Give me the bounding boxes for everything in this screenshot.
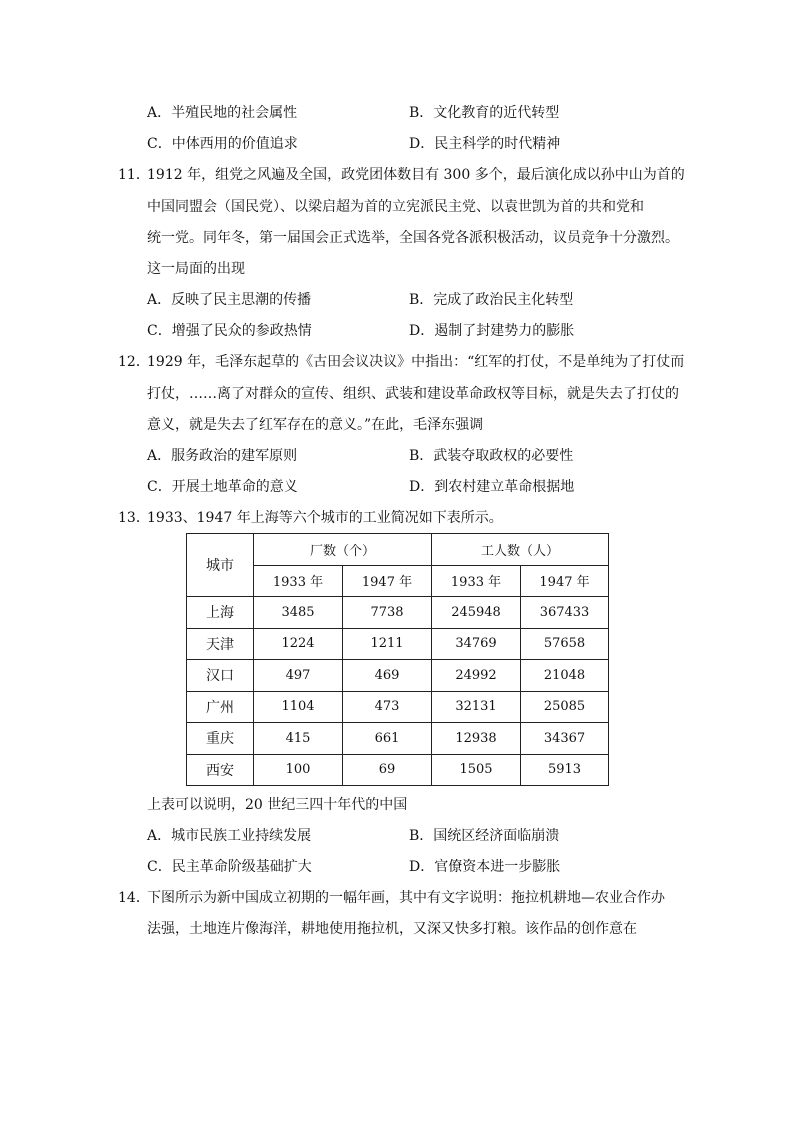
table-cell-city: 汉口 [187,660,254,692]
q11-line-3: 统一党。同年冬，第一届国会正式选举，全国各党各派积极活动，议员竞争十分激烈。 [147,230,679,246]
table-cell-city: 重庆 [187,723,254,755]
table-cell: 34769 [432,628,521,660]
table-cell: 367433 [521,597,609,629]
q10-option-a: A．半殖民地的社会属性 [147,105,298,121]
table-cell: 7738 [343,597,432,629]
table-cell: 1104 [254,691,343,723]
table-cell: 415 [254,723,343,755]
table-cell: 21048 [521,660,609,692]
table-cell-city: 上海 [187,597,254,629]
q12-option-c: C．开展土地革命的意义 [147,479,298,495]
table-header-year: 1933 年 [432,565,521,597]
q12-option-b: B．武装夺取政权的必要性 [409,448,574,464]
q12-number: 12． [118,354,150,370]
table-cell: 661 [343,723,432,755]
table-cell: 473 [343,691,432,723]
table-header-year: 1947 年 [521,565,609,597]
table-header-workers: 工人数（人） [432,534,609,566]
table-cell: 1224 [254,628,343,660]
q11-number: 11． [118,167,150,183]
q10-option-b: B．文化教育的近代转型 [409,105,560,121]
table-row [187,628,609,660]
q13-number: 13． [118,510,150,526]
q10-option-c: C．中体西用的价值追求 [147,136,298,152]
table-cell: 32131 [432,691,521,723]
q10-option-d: D．民主科学的时代精神 [409,136,561,152]
table-cell: 5913 [521,754,609,786]
table-row [187,691,609,723]
q13-option-c: C．民主革命阶级基础扩大 [147,859,312,875]
table-cell: 57658 [521,628,609,660]
table-cell: 497 [254,660,343,692]
q12-line-1: 1929 年，毛泽东起草的《古田会议决议》中指出：“红军的打仗，不是单纯为了打仗而 [147,354,685,370]
table-cell: 469 [343,660,432,692]
table-row [187,754,609,786]
table-cell: 1211 [343,628,432,660]
table-row [187,723,609,755]
q11-line-4: 这一局面的出现 [147,261,245,277]
table-cell: 12938 [432,723,521,755]
q12-line-2: 打仗，……离了对群众的宣传、组织、武装和建设革命政权等目标，就是失去了打仗的 [147,386,679,402]
table-cell: 34367 [521,723,609,755]
table-cell-city: 西安 [187,754,254,786]
q14-line-1: 下图所示为新中国成立初期的一幅年画，其中有文字说明：拖拉机耕地—农业合作办 [147,890,665,906]
table-cell: 100 [254,754,343,786]
table-header-factories: 厂数（个） [254,534,432,566]
q13-option-a: A．城市民族工业持续发展 [147,828,312,844]
table-header-row [187,534,609,566]
table-header-year: 1933 年 [254,565,343,597]
table-header-year: 1947 年 [343,565,432,597]
q13-option-b: B．国统区经济面临崩溃 [409,828,560,844]
q11-line-1: 1912 年，组党之风遍及全国，政党团体数目有 300 多个，最后演化成以孙中山为首的 [147,167,685,183]
q12-line-3: 意义，就是失去了红军存在的意义。”在此，毛泽东强调 [147,417,484,433]
q13-intro: 1933、1947 年上海等六个城市的工业简况如下表所示。 [147,510,503,526]
table-cell: 1505 [432,754,521,786]
q13-option-d: D．官僚资本进一步膨胀 [409,859,561,875]
table-row [187,597,609,629]
q11-option-b: B．完成了政治民主化转型 [409,292,574,308]
q11-option-a: A．反映了民主思潮的传播 [147,292,312,308]
q14-number: 14． [118,890,150,906]
q11-line-2: 中国同盟会（国民党）、以梁启超为首的立宪派民主党、以袁世凯为首的共和党和 [147,199,644,215]
table-cell: 3485 [254,597,343,629]
table-cell-city: 天津 [187,628,254,660]
q11-option-c: C．增强了民众的参政热情 [147,323,312,339]
q13-after-text: 上表可以说明，20 世纪三四十年代的中国 [147,797,408,813]
q12-option-a: A．服务政治的建军原则 [147,448,298,464]
q14-line-2: 法强，土地连片像海洋，耕地使用拖拉机，又深又快多打粮。该作品的创作意在 [147,921,637,937]
table-cell: 24992 [432,660,521,692]
industry-table [186,533,609,786]
table-cell: 245948 [432,597,521,629]
table-cell: 69 [343,754,432,786]
q11-option-d: D．遏制了封建势力的膨胀 [409,323,575,339]
table-cell: 25085 [521,691,609,723]
q12-option-d: D．到农村建立革命根据地 [409,479,575,495]
table-header-city: 城市 [187,534,254,597]
table-row [187,660,609,692]
table-cell-city: 广州 [187,691,254,723]
